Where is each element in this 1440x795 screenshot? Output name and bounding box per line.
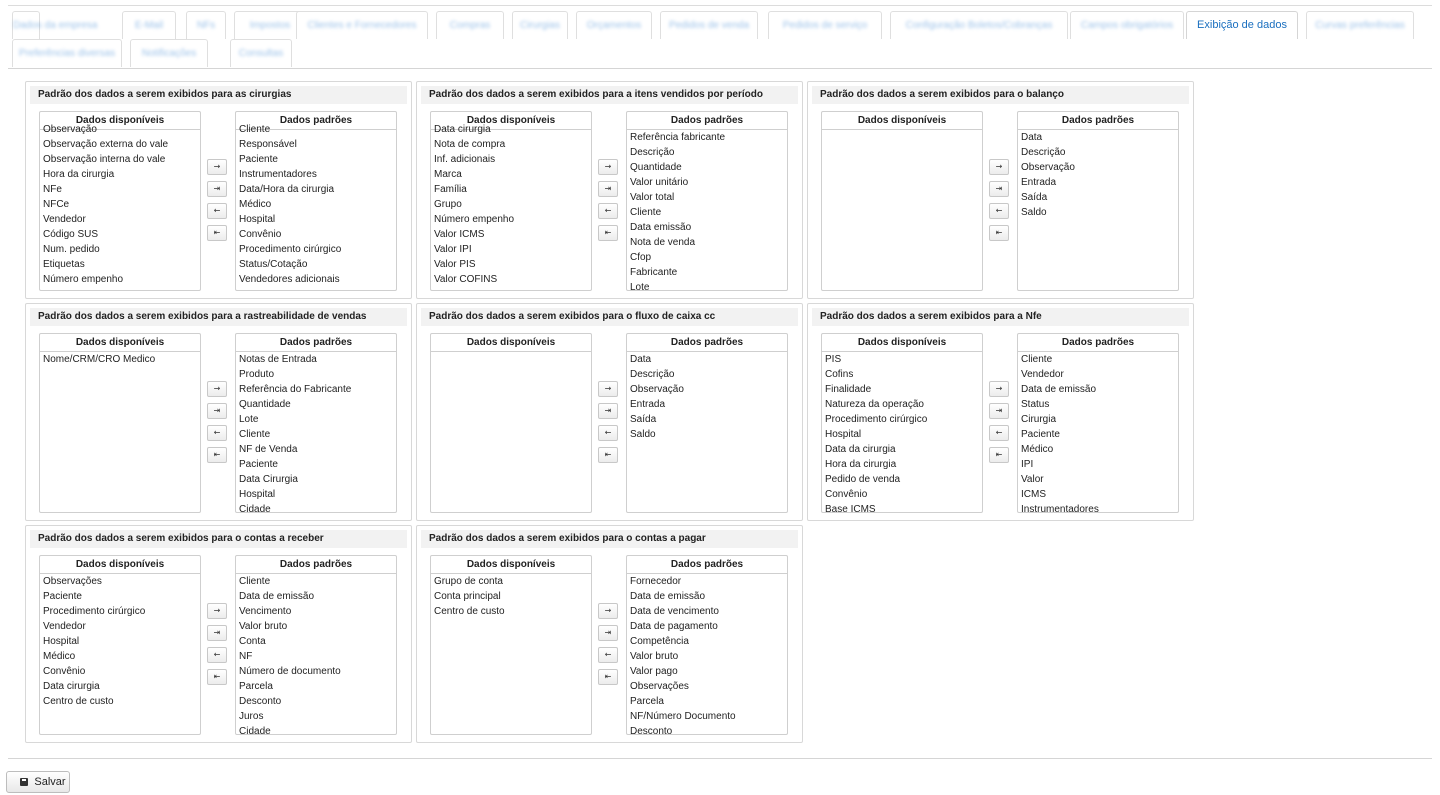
list-item[interactable]: Data de emissão (1021, 384, 1097, 395)
list-header: Dados disponíveis (40, 334, 200, 352)
list-item[interactable]: Valor bruto (630, 651, 679, 662)
list-item[interactable]: Competência (630, 636, 689, 647)
tab-label: Cirurgias (519, 20, 560, 31)
tab-label: Clientes e Fornecedores (307, 20, 417, 31)
list-item[interactable]: Lote (239, 414, 259, 425)
panel-1 (25, 81, 412, 299)
panel-2 (416, 81, 803, 299)
list-item[interactable]: Instrumentadores (1021, 504, 1099, 515)
list-item[interactable]: Procedimento cirúrgico (825, 414, 928, 425)
list-item[interactable]: Saída (630, 414, 657, 425)
available-fields-list[interactable] (821, 333, 983, 513)
list-item[interactable]: Código SUS (43, 229, 99, 240)
move-left-button[interactable]: ← (207, 425, 227, 441)
list-item[interactable]: ICMS (1021, 489, 1046, 500)
tab-campos-obrigatorios[interactable] (1070, 11, 1184, 39)
list-item[interactable]: PIS (825, 354, 842, 365)
tab-label: Orçamentos (586, 20, 642, 31)
list-item[interactable]: Descrição (630, 369, 675, 380)
tab-label: E-Mail (134, 20, 164, 31)
list-item[interactable]: Paciente (1021, 429, 1060, 440)
list-header: Dados padrões (236, 556, 396, 574)
list-item[interactable]: Saída (1021, 192, 1048, 203)
list-header: Dados disponíveis (431, 334, 591, 352)
list-item[interactable]: Descrição (1021, 147, 1066, 158)
tab-label: Compras (449, 20, 491, 31)
list-item[interactable]: Lote (630, 282, 650, 293)
list-item[interactable]: Valor total (630, 192, 675, 203)
tab-pedidos-de-venda[interactable] (660, 11, 758, 39)
tab-orcamentos[interactable] (576, 11, 652, 39)
list-item[interactable]: Centro de custo (43, 696, 114, 707)
top-divider (8, 5, 1432, 6)
tab-label: Notificações (141, 48, 197, 59)
list-item[interactable]: Convênio (43, 666, 86, 677)
move-left-button[interactable]: ← (598, 647, 618, 663)
move-right-button[interactable]: → (207, 603, 227, 619)
tab-nfs[interactable] (186, 11, 226, 39)
list-item[interactable]: Procedimento cirúrgico (43, 606, 146, 617)
list-item[interactable]: Observação interna do vale (43, 154, 166, 165)
list-item[interactable]: Finalidade (825, 384, 872, 395)
list-item[interactable]: Observação externa do vale (43, 139, 169, 150)
list-item[interactable]: Cidade (239, 726, 271, 737)
list-item[interactable]: Juros (239, 711, 264, 722)
list-item[interactable]: Hora da cirurgia (825, 459, 897, 470)
tab-label: Dados da empresa (13, 20, 98, 31)
default-fields-list[interactable] (235, 333, 397, 513)
default-fields-list[interactable] (235, 111, 397, 291)
list-item[interactable]: Data (1021, 132, 1043, 143)
list-header: Dados padrões (1018, 334, 1178, 352)
tab-cirurgias[interactable] (512, 11, 568, 39)
move-all-left-button[interactable]: ⇤ (598, 669, 618, 685)
list-item[interactable]: Vendedor (43, 214, 86, 225)
default-fields-list[interactable] (626, 111, 788, 291)
tab-e-mail[interactable] (122, 11, 176, 39)
move-left-button[interactable]: ← (207, 203, 227, 219)
list-header: Dados padrões (1018, 112, 1178, 130)
tab-dados-da-empresa[interactable] (12, 11, 98, 39)
tab-label: Campos obrigatórios (1080, 20, 1174, 31)
tab-exibicao-de-dados[interactable] (1186, 11, 1298, 39)
move-all-right-button[interactable]: ⇥ (989, 403, 1009, 419)
list-item[interactable]: Saldo (630, 429, 656, 440)
list-header: Dados padrões (236, 112, 396, 130)
list-item[interactable]: Fabricante (630, 267, 678, 278)
panel-title: Padrão dos dados a serem exibidos para as cirurgias (30, 86, 407, 104)
list-item[interactable]: NF (239, 651, 253, 662)
move-right-button[interactable]: → (207, 159, 227, 175)
list-item[interactable]: Fornecedor (630, 576, 682, 587)
tab-label: Configuração Boletos/Cobranças (905, 20, 1053, 31)
list-item[interactable]: Grupo (434, 199, 462, 210)
list-item[interactable]: Data emissão (630, 222, 692, 233)
tab-configuracao-boletos-cobrancas[interactable] (890, 11, 1068, 39)
panel-title: Padrão dos dados a serem exibidos para o contas a receber (30, 530, 407, 548)
move-right-button[interactable]: → (598, 603, 618, 619)
panel-title: Padrão dos dados a serem exibidos para a itens vendidos por período (421, 86, 798, 104)
list-item[interactable]: Parcela (630, 696, 664, 707)
tab-label: NFs (196, 20, 216, 31)
list-item[interactable]: Data Cirurgia (239, 474, 298, 485)
default-fields-list[interactable] (626, 555, 788, 735)
tab-preferencias-diversas[interactable] (12, 39, 122, 67)
list-item[interactable]: Cliente (239, 576, 271, 587)
tab-label: Consultas (238, 48, 284, 59)
list-item[interactable]: Referência fabricante (630, 132, 726, 143)
list-item[interactable]: NFe (43, 184, 62, 195)
list-item[interactable]: Valor PIS (434, 259, 476, 270)
list-item[interactable]: Data cirurgia (434, 124, 491, 135)
list-item[interactable]: Cfop (630, 252, 652, 263)
move-all-left-button[interactable]: ⇤ (598, 225, 618, 241)
list-item[interactable]: Hospital (239, 489, 276, 500)
move-all-right-button[interactable]: ⇥ (989, 181, 1009, 197)
list-item[interactable]: Número empenho (434, 214, 515, 225)
list-header: Dados padrões (236, 334, 396, 352)
move-right-button[interactable]: → (207, 381, 227, 397)
tabs-divider (8, 68, 1432, 69)
available-fields-list[interactable] (39, 555, 201, 735)
tab-label: Exibição de dados (1197, 19, 1287, 31)
list-item[interactable]: Base ICMS (825, 504, 876, 515)
move-all-right-button[interactable]: ⇥ (598, 181, 618, 197)
save-button-label: Salvar (34, 776, 66, 788)
list-item[interactable]: Nome/CRM/CRO Medico (43, 354, 156, 365)
list-item[interactable]: Referência do Fabricante (239, 384, 352, 395)
list-item[interactable]: Status/Cotação (239, 259, 308, 270)
list-item[interactable]: Data/Hora da cirurgia (239, 184, 335, 195)
list-item[interactable]: Instrumentadores (239, 169, 317, 180)
list-item[interactable]: Quantidade (239, 399, 291, 410)
list-item[interactable]: Vendedor (1021, 369, 1064, 380)
available-fields-list[interactable] (39, 111, 201, 291)
move-all-left-button[interactable]: ⇤ (207, 447, 227, 463)
list-item[interactable]: Nota de compra (434, 139, 506, 150)
move-buttons (207, 381, 227, 469)
list-item[interactable]: Paciente (43, 591, 82, 602)
default-fields-list[interactable] (1017, 111, 1179, 291)
list-item[interactable]: Procedimento cirúrgico (239, 244, 342, 255)
list-item[interactable]: Desconto (630, 726, 673, 737)
move-buttons (207, 603, 227, 691)
tab-pedidos-de-servico[interactable] (768, 11, 882, 39)
list-header: Dados disponíveis (40, 556, 200, 574)
list-header: Dados disponíveis (822, 334, 982, 352)
move-right-button[interactable]: → (989, 381, 1009, 397)
list-header: Dados disponíveis (431, 112, 591, 130)
list-item[interactable]: Número de documento (239, 666, 341, 677)
list-item[interactable]: Quantidade (630, 162, 682, 173)
default-fields-list[interactable] (626, 333, 788, 513)
list-item[interactable]: Observação (1021, 162, 1075, 173)
tab-label: Preferências diversas (18, 48, 116, 59)
move-left-button[interactable]: ← (598, 425, 618, 441)
list-item[interactable]: Num. pedido (43, 244, 100, 255)
list-item[interactable]: Valor (1021, 474, 1044, 485)
default-fields-list[interactable] (235, 555, 397, 735)
list-item[interactable]: Parcela (239, 681, 273, 692)
list-item[interactable]: Etiquetas (43, 259, 85, 270)
list-item[interactable]: Vendedores adicionais (239, 274, 340, 285)
list-item[interactable]: Observações (630, 681, 689, 692)
list-item[interactable]: Paciente (239, 459, 278, 470)
list-item[interactable]: Convênio (239, 229, 282, 240)
panel-title: Padrão dos dados a serem exibidos para o balanço (812, 86, 1189, 104)
panel-title: Padrão dos dados a serem exibidos para o fluxo de caixa cc (421, 308, 798, 326)
list-item[interactable]: Hospital (43, 636, 80, 647)
list-item[interactable]: Valor pago (630, 666, 678, 677)
list-item[interactable]: Data (630, 354, 652, 365)
save-button[interactable] (6, 771, 70, 793)
list-item[interactable]: Valor COFINS (434, 274, 498, 285)
list-item[interactable]: Cliente (239, 429, 271, 440)
panel-3 (807, 81, 1194, 299)
move-all-right-button[interactable]: ⇥ (598, 625, 618, 641)
list-item[interactable]: NF de Venda (239, 444, 298, 455)
list-item[interactable]: Número empenho (43, 274, 124, 285)
list-item[interactable]: Desconto (239, 696, 282, 707)
available-fields-list[interactable] (821, 111, 983, 291)
list-item[interactable]: Descrição (630, 147, 675, 158)
move-buttons (598, 603, 618, 691)
list-item[interactable]: Valor ICMS (434, 229, 485, 240)
list-item[interactable]: Observação (43, 124, 97, 135)
list-item[interactable]: Paciente (239, 154, 278, 165)
list-item[interactable]: Médico (1021, 444, 1054, 455)
list-item[interactable]: Valor IPI (434, 244, 472, 255)
list-item[interactable]: Status (1021, 399, 1050, 410)
move-right-button[interactable]: → (598, 381, 618, 397)
list-item[interactable]: Pedido de venda (825, 474, 901, 485)
move-left-button[interactable]: ← (598, 203, 618, 219)
panel-title: Padrão dos dados a serem exibidos para a Nfe (812, 308, 1189, 326)
move-left-button[interactable]: ← (989, 203, 1009, 219)
tab-label: Pedidos de venda (668, 20, 750, 31)
list-item[interactable]: NF/Número Documento (630, 711, 736, 722)
move-right-button[interactable]: → (989, 159, 1009, 175)
panel-title: Padrão dos dados a serem exibidos para o contas a pagar (421, 530, 798, 548)
tab-notificacoes[interactable] (130, 39, 208, 67)
move-right-button[interactable]: → (598, 159, 618, 175)
tab-curvas-preferencias[interactable] (1306, 11, 1414, 39)
move-all-left-button[interactable]: ⇤ (598, 447, 618, 463)
panel-4 (25, 303, 412, 521)
list-item[interactable]: Inf. adicionais (434, 154, 496, 165)
list-item[interactable]: Conta (239, 636, 266, 647)
list-header: Dados disponíveis (40, 112, 200, 130)
list-item[interactable]: Valor unitário (630, 177, 689, 188)
move-all-right-button[interactable]: ⇥ (207, 403, 227, 419)
list-item[interactable]: Saldo (1021, 207, 1047, 218)
move-all-right-button[interactable]: ⇥ (207, 625, 227, 641)
list-item[interactable]: Observação (630, 384, 684, 395)
list-header: Dados padrões (627, 112, 787, 130)
list-item[interactable]: Notas de Entrada (239, 354, 317, 365)
move-all-left-button[interactable]: ⇤ (207, 225, 227, 241)
list-item[interactable]: Família (434, 184, 467, 195)
panel-title: Padrão dos dados a serem exibidos para a rastreabilidade de vendas (30, 308, 407, 326)
available-fields-list[interactable] (430, 555, 592, 735)
available-fields-list[interactable] (39, 333, 201, 513)
move-all-left-button[interactable]: ⇤ (989, 447, 1009, 463)
tab-label: Curvas preferências (1315, 20, 1405, 31)
move-all-left-button[interactable]: ⇤ (989, 225, 1009, 241)
list-item[interactable]: Cofins (825, 369, 854, 380)
list-item[interactable]: Nota de venda (630, 237, 696, 248)
available-fields-list[interactable] (430, 111, 592, 291)
move-buttons (989, 159, 1009, 247)
move-buttons (989, 381, 1009, 469)
tab-label: Impostos (249, 20, 291, 31)
default-fields-list[interactable] (1017, 333, 1179, 513)
list-item[interactable]: Cliente (239, 124, 271, 135)
list-item[interactable]: Data de pagamento (630, 621, 718, 632)
move-left-button[interactable]: ← (207, 647, 227, 663)
panel-7 (25, 525, 412, 743)
list-item[interactable]: Valor bruto (239, 621, 288, 632)
tab-consultas[interactable] (230, 39, 292, 67)
list-item[interactable]: Natureza da operação (825, 399, 924, 410)
list-item[interactable]: Convênio (825, 489, 868, 500)
list-item[interactable]: Data da cirurgia (825, 444, 896, 455)
list-item[interactable]: Centro de custo (434, 606, 505, 617)
available-fields-list[interactable] (430, 333, 592, 513)
move-buttons (598, 159, 618, 247)
list-item[interactable]: Data de vencimento (630, 606, 719, 617)
move-all-left-button[interactable]: ⇤ (207, 669, 227, 685)
panel-8 (416, 525, 803, 743)
list-item[interactable]: Marca (434, 169, 462, 180)
list-item[interactable]: Data de emissão (630, 591, 706, 602)
list-item[interactable]: Observações (43, 576, 102, 587)
list-item[interactable]: Vencimento (239, 606, 292, 617)
move-buttons (207, 159, 227, 247)
list-item[interactable]: Cirurgia (1021, 414, 1057, 425)
panel-5 (416, 303, 803, 521)
list-item[interactable]: Cliente (1021, 354, 1053, 365)
move-left-button[interactable]: ← (989, 425, 1009, 441)
tab-label: Pedidos de serviço (782, 20, 868, 31)
list-header: Dados disponíveis (431, 556, 591, 574)
list-item[interactable]: Hora da cirurgia (43, 169, 115, 180)
list-item[interactable]: Cidade (239, 504, 271, 515)
list-item[interactable]: Médico (43, 651, 76, 662)
move-buttons (598, 381, 618, 469)
list-item[interactable]: Médico (239, 199, 272, 210)
list-item[interactable]: Cliente (630, 207, 662, 218)
list-header: Dados padrões (627, 556, 787, 574)
list-item[interactable]: Vendedor (43, 621, 86, 632)
list-item[interactable]: Responsável (239, 139, 297, 150)
list-item[interactable]: Hospital (239, 214, 276, 225)
list-item[interactable]: Data cirurgia (43, 681, 100, 692)
list-item[interactable]: NFCe (43, 199, 70, 210)
list-item[interactable]: Entrada (630, 399, 666, 410)
floppy-disk-icon (20, 778, 28, 786)
list-item[interactable]: Data de emissão (239, 591, 315, 602)
panel-6 (807, 303, 1194, 521)
list-item[interactable]: Conta principal (434, 591, 501, 602)
list-item[interactable]: Produto (239, 369, 275, 380)
list-header: Dados padrões (627, 334, 787, 352)
list-item[interactable]: Grupo de conta (434, 576, 503, 587)
list-item[interactable]: Hospital (825, 429, 862, 440)
tab-clientes-e-fornecedores[interactable] (296, 11, 428, 39)
tab-compras[interactable] (436, 11, 504, 39)
list-item[interactable]: IPI (1021, 459, 1034, 470)
list-header: Dados disponíveis (822, 112, 982, 130)
move-all-right-button[interactable]: ⇥ (598, 403, 618, 419)
move-all-right-button[interactable]: ⇥ (207, 181, 227, 197)
list-item[interactable]: Entrada (1021, 177, 1057, 188)
bottom-divider (8, 758, 1432, 759)
